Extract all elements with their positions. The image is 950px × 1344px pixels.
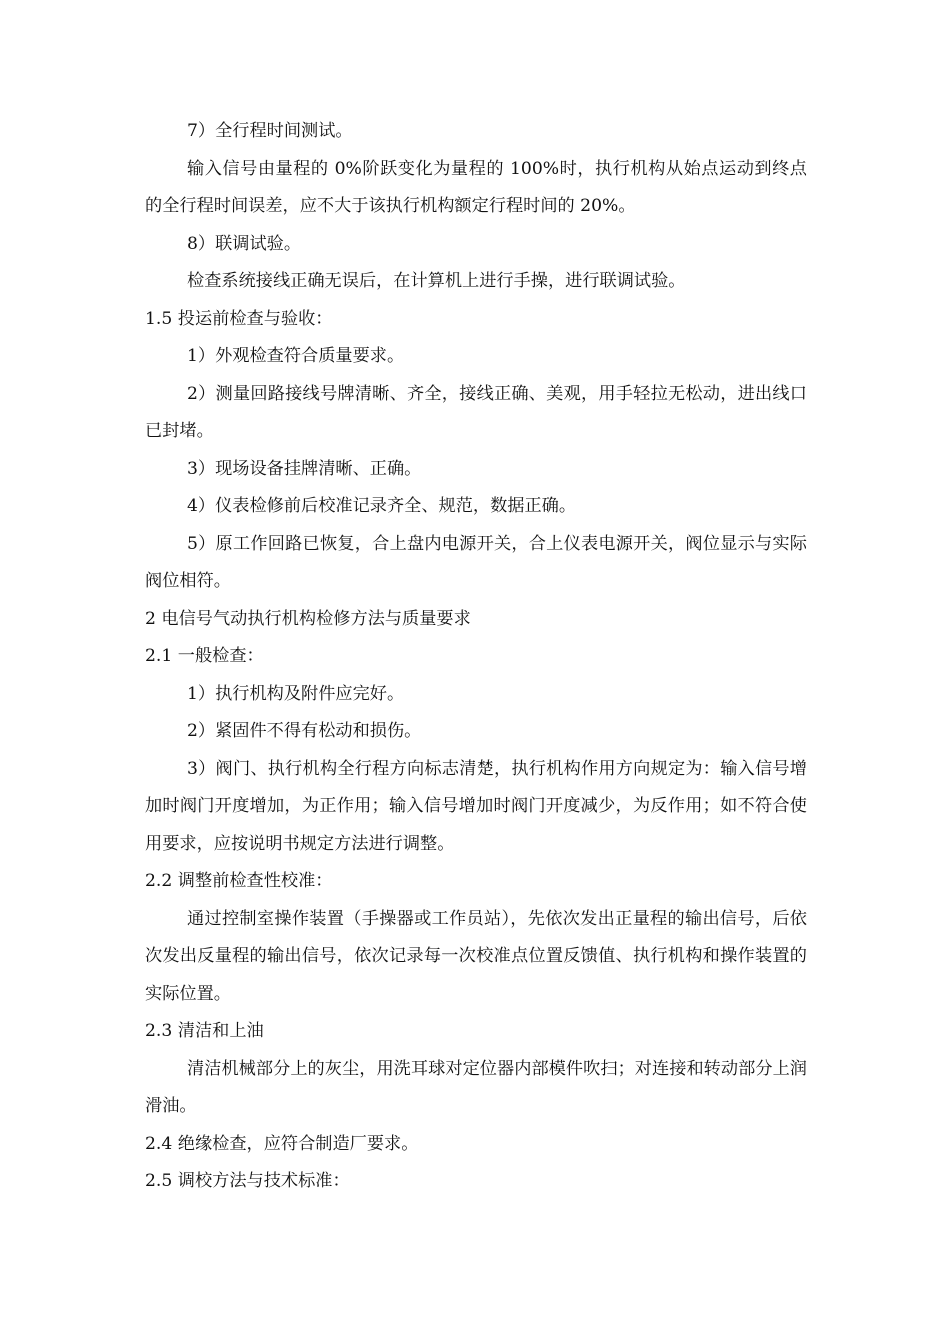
paragraph-check-2: 2）测量回路接线号牌清晰、齐全，接线正确、美观，用手轻拉无松动，进出线口已封堵。 [145,383,807,441]
paragraph-full-stroke-time: 输入信号由量程的 0%阶跃变化为量程的 100%时，执行机构从始点运动到终点的全行程时间误差，应不大于该执行机构额定行程时间的 20%。 [145,158,807,216]
section-heading-2: 2 电信号气动执行机构检修方法与质量要求 [145,608,471,629]
paragraph-general-3: 3）阀门、执行机构全行程方向标志清楚，执行机构作用方向规定为：输入信号增加时阀门开度增加，为正作用；输入信号增加时阀门开度减少，为反作用；如不符合使用要求，应按说明书规定方法进行调整。 [145,758,807,854]
paragraph-check-4: 4）仪表检修前后校准记录齐全、规范，数据正确。 [187,496,577,516]
section-heading-2-5: 2.5 调校方法与技术标准： [145,1171,350,1191]
section-heading-2-3: 2.3 清洁和上油 [145,1021,264,1041]
paragraph-cleaning: 清洁机械部分上的灰尘，用洗耳球对定位器内部模件吹扫；对连接和转动部分上润滑油。 [145,1058,807,1116]
section-heading-2-2: 2.2 调整前检查性校准： [145,871,333,891]
paragraph-check-1: 1）外观检查符合质量要求。 [187,346,405,366]
section-heading-2-4: 2.4 绝缘检查，应符合制造厂要求。 [145,1133,419,1154]
section-heading-2-1: 2.1 一般检查： [145,646,264,666]
paragraph-general-2: 2）紧固件不得有松动和损伤。 [187,721,422,741]
paragraph-check-3: 3）现场设备挂牌清晰、正确。 [187,458,422,479]
paragraph-precalibration: 通过控制室操作装置（手操器或工作员站），先依次发出正量程的输出信号，后依次发出反量程的输出信号，依次记录每一次校准点位置反馈值、执行机构和操作装置的实际位置。 [145,908,807,1004]
paragraph-joint-test: 检查系统接线正确无误后，在计算机上进行手操，进行联调试验。 [187,271,686,291]
paragraph-item-8: 8）联调试验。 [187,233,302,254]
section-heading-1-5: 1.5 投运前检查与验收： [145,308,333,329]
document-body [145,113,807,1201]
paragraph-general-1: 1）执行机构及附件应完好。 [187,683,405,704]
paragraph-check-5: 5）原工作回路已恢复，合上盘内电源开关，合上仪表电源开关，阀位显示与实际阀位相符。 [145,533,807,591]
paragraph-item-7: 7）全行程时间测试。 [187,121,353,141]
